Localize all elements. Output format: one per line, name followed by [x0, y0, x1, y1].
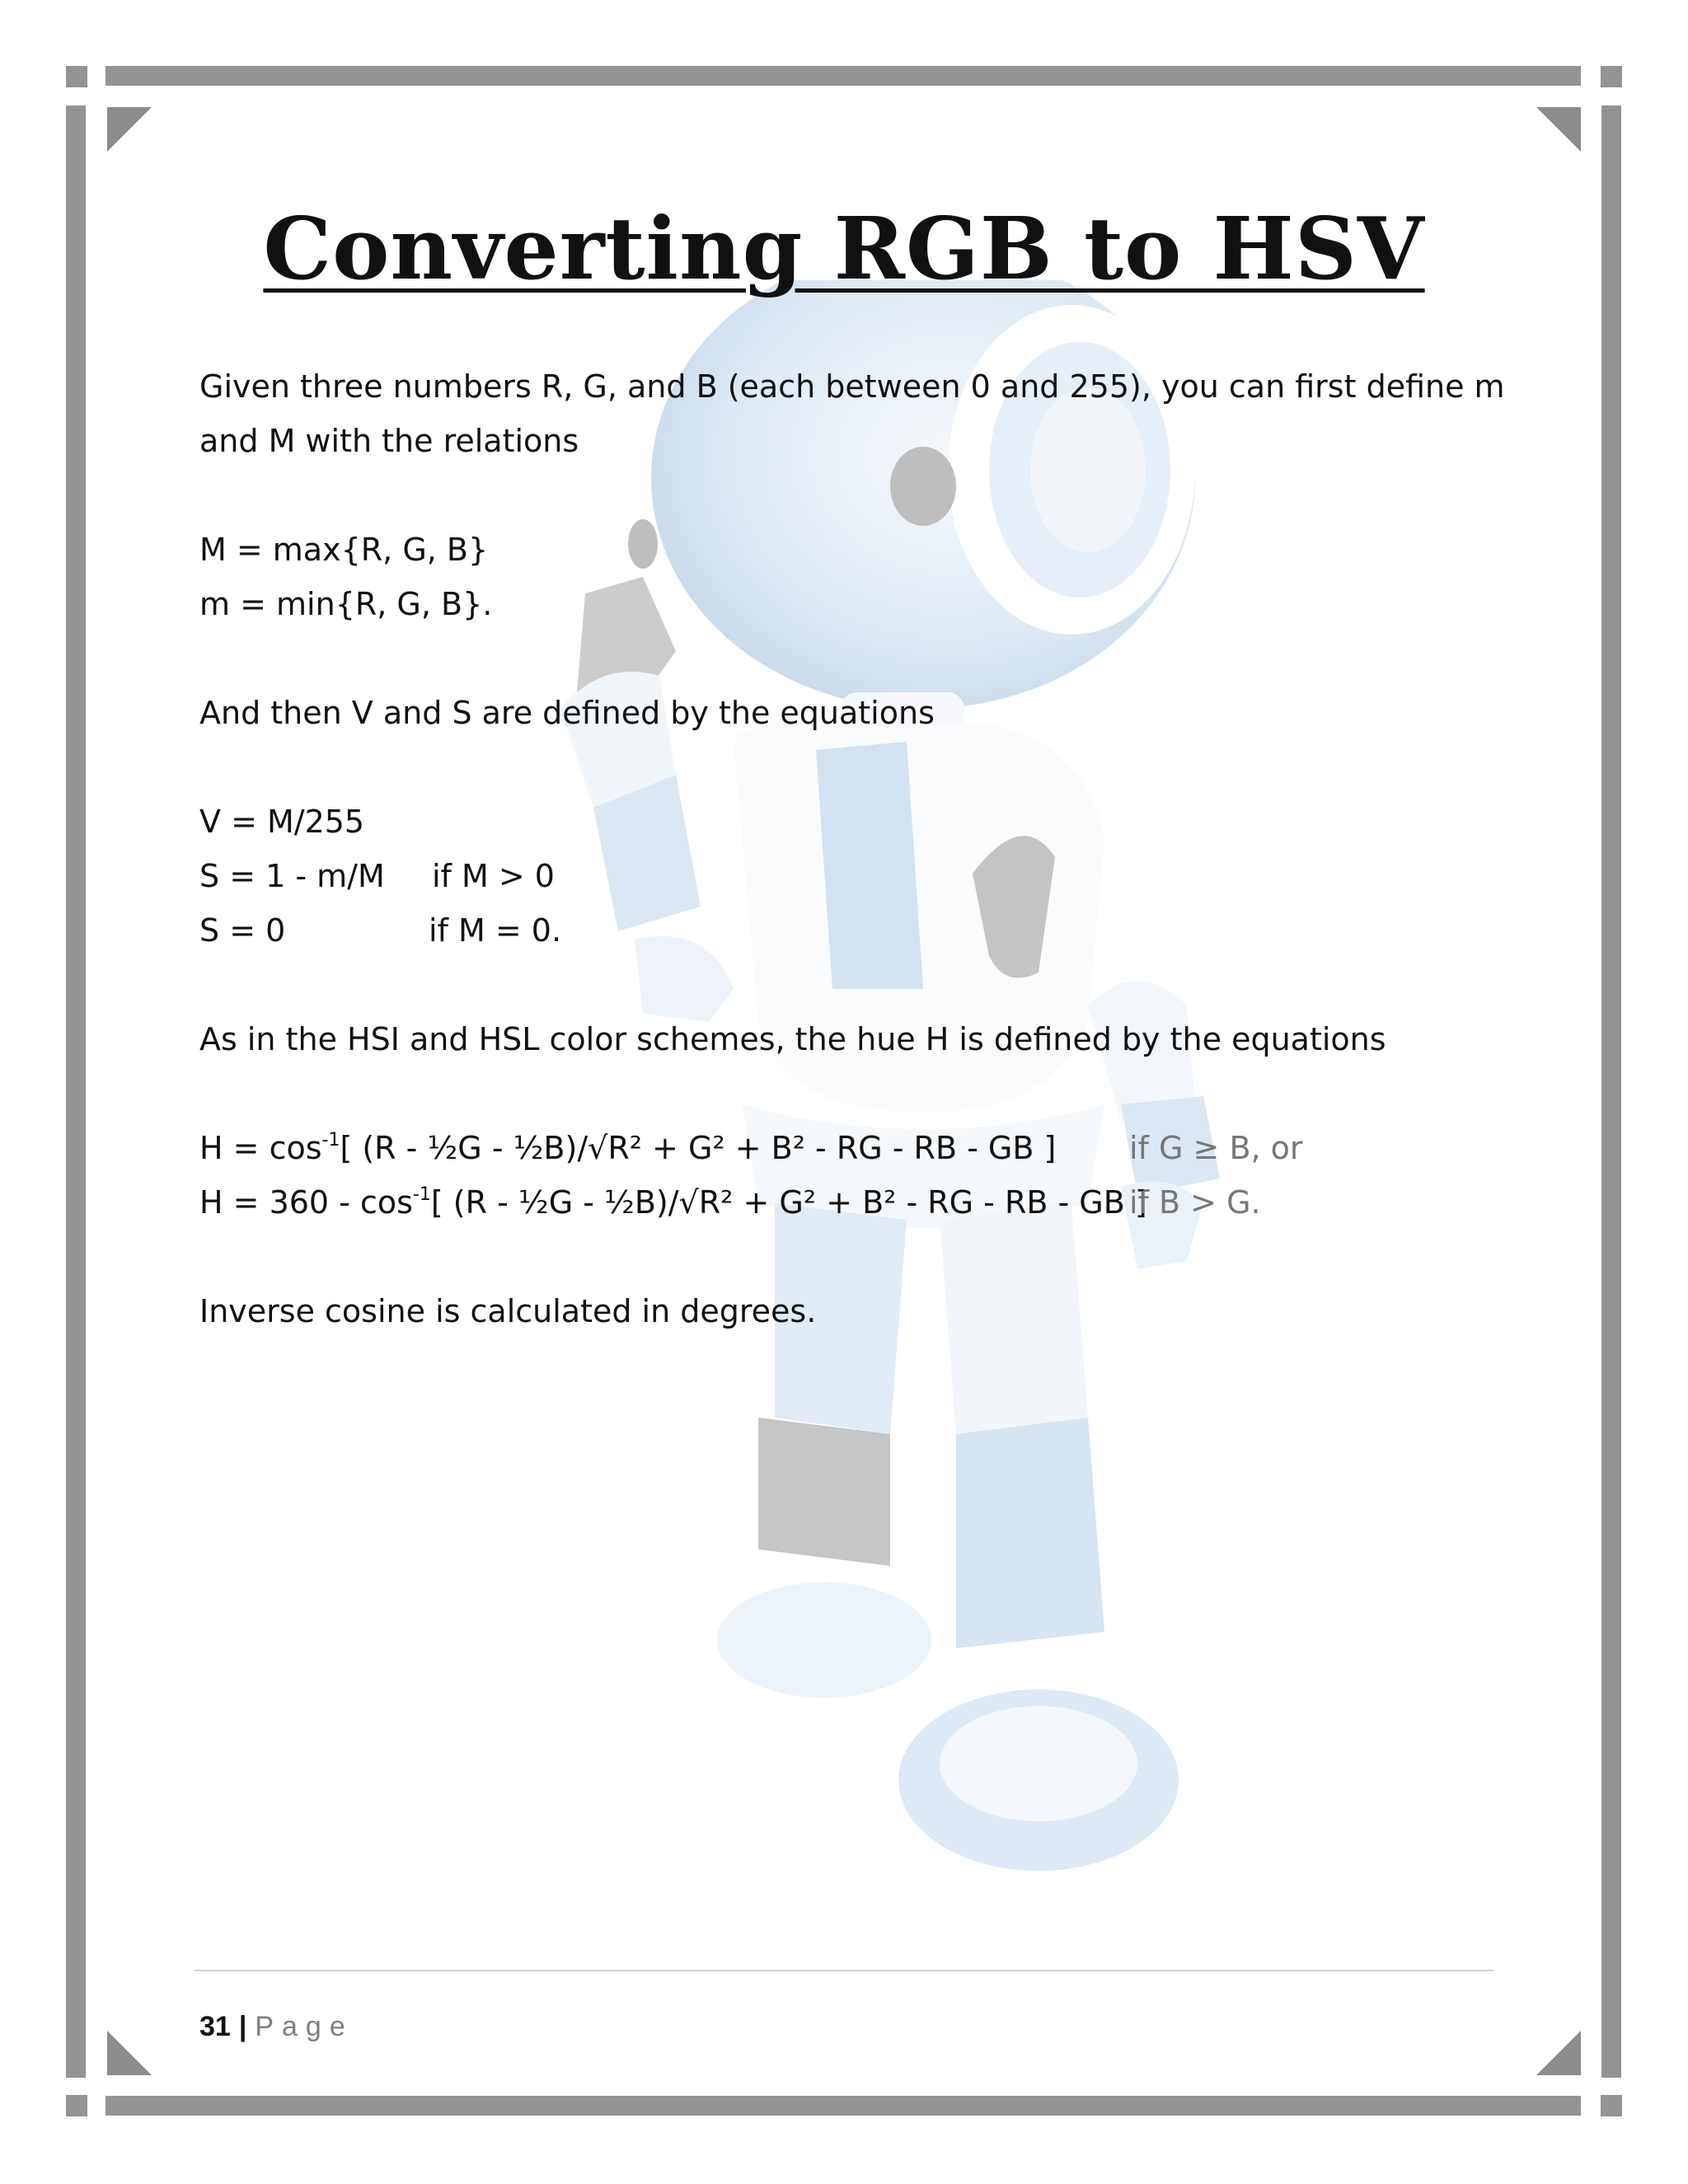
s-condition-2: if M = 0. [429, 912, 562, 949]
frame-corner-top-left [66, 66, 87, 87]
frame-top-bar [106, 66, 1581, 86]
frame-triangle-bottom-right [1536, 2031, 1581, 2075]
frame-corner-bottom-right [1601, 2095, 1622, 2116]
hue-equation-2-body: [ (R - ½G - ½B)/√R² + G² + B² - RG - RB - GB ] [430, 1184, 1147, 1221]
inverse-cosine-note: Inverse cosine is calculated in degrees. [199, 1293, 817, 1329]
max-equation: M = max{R, G, B} [199, 532, 489, 568]
hue-condition-1: if G ≥ B, or [1129, 1130, 1303, 1166]
hue-equation-row-1 [199, 1121, 1502, 1175]
s-equation-1: S = 1 - m/M [199, 858, 385, 894]
frame-triangle-bottom-left [107, 2031, 152, 2075]
frame-corner-bottom-left [66, 2095, 87, 2116]
frame-left-bar [66, 105, 86, 2078]
hue-equation-1-exponent: -1 [321, 1130, 340, 1151]
hue-condition-2: if B > G. [1129, 1184, 1261, 1221]
s-equation-row-2 [199, 903, 1502, 958]
intro-line-2: and M with the relations [199, 423, 579, 459]
page-footer [199, 2011, 354, 2043]
vs-intro-text: And then V and S are defined by the equations [199, 695, 935, 731]
frame-bottom-bar [106, 2096, 1581, 2116]
page-label: Page [255, 2011, 354, 2042]
footer-divider [195, 1970, 1493, 1971]
v-equation: V = M/255 [199, 804, 365, 840]
hue-intro-text: As in the HSI and HSL color schemes, the hue H is defined by the equations [199, 1021, 1386, 1057]
footer-separator: | [238, 2011, 247, 2042]
document-body [199, 359, 1505, 1338]
frame-triangle-top-right [1536, 107, 1581, 152]
hue-equation-1-prefix: H = cos [199, 1130, 322, 1166]
s-condition-1: if M > 0 [432, 858, 555, 894]
frame-corner-top-right [1601, 66, 1622, 87]
page-title: Converting RGB to HSV [263, 198, 1425, 299]
frame-right-bar [1601, 105, 1621, 2078]
frame-triangle-top-left [107, 107, 152, 152]
hue-equation-1-body: [ (R - ½G - ½B)/√R² + G² + B² - RG - RB - GB ] [340, 1130, 1057, 1166]
s-equation-2: S = 0 [199, 912, 286, 949]
s-equation-row-1 [199, 849, 1502, 903]
min-equation: m = min{R, G, B}. [199, 586, 493, 622]
hue-equation-2-exponent: -1 [412, 1184, 431, 1205]
page-number: 31 [199, 2011, 231, 2042]
intro-line-1: Given three numbers R, G, and B (each between 0 and 255), you can first define m [199, 368, 1505, 405]
hue-equation-row-2 [199, 1175, 1502, 1230]
hue-equation-2-prefix: H = 360 - cos [199, 1184, 413, 1221]
